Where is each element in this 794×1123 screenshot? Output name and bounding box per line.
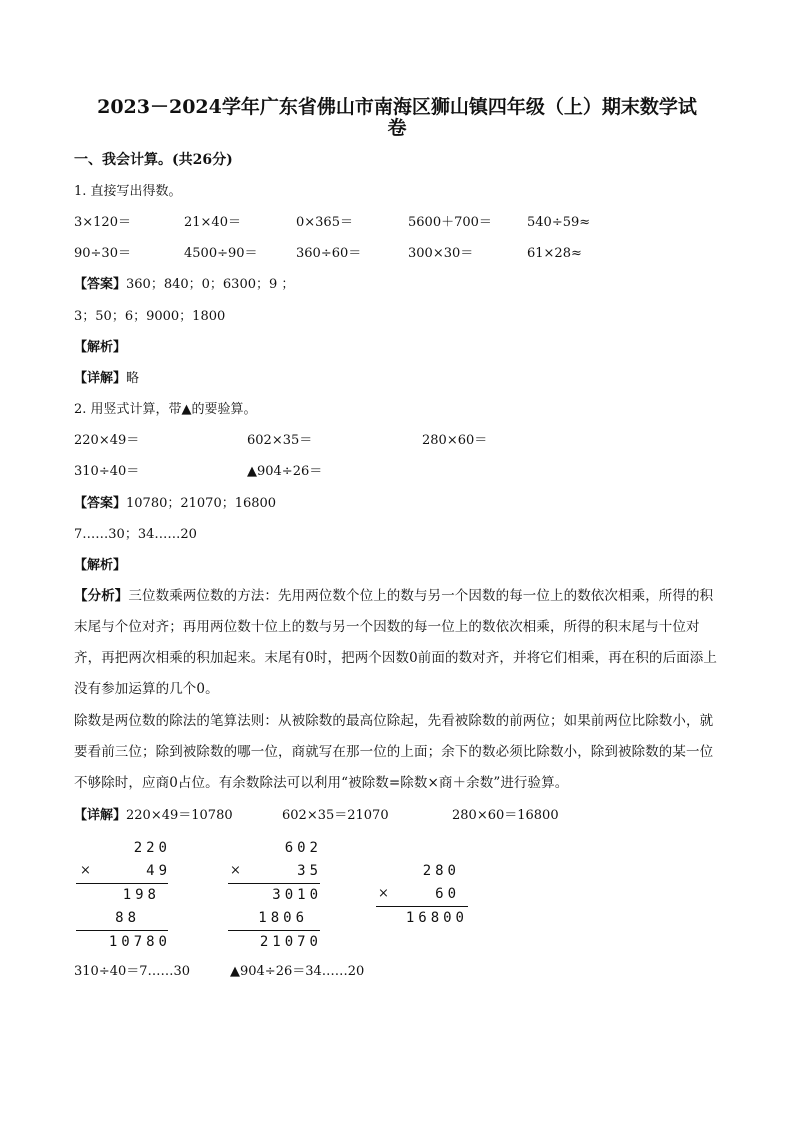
q1-problem: 360÷60＝	[296, 246, 362, 261]
page-title-continued: 卷	[387, 117, 407, 139]
line	[76, 883, 168, 884]
q1-problem: 4500÷90＝	[184, 246, 258, 261]
question-2-stem: 2. 用竖式计算，带▲的要验算。	[74, 402, 257, 417]
detail-tag: 【详解】	[74, 808, 127, 823]
partial-product: 3010	[272, 887, 322, 903]
analysis-text: 三位数乘两位数的方法：先用两位数个位上的数与另一个因数的每一位上的数依次相乘，所得的积末尾与个位对齐；再用两位数十位上的数与另一个因数的每一位上的数依次相乘，所得的积末尾与十位对齐，再把两次相乘的积加起来。末尾有0时，把两个因数0前面的数对齐，并将它们相乘，再在积的后面添上没有参加运算的几个0。	[74, 588, 717, 697]
times-sign: ×	[378, 886, 389, 901]
division-result: 310÷40＝7……30	[74, 964, 191, 979]
product: 10780	[108, 934, 171, 950]
q1-problem: 21×40＝	[184, 215, 241, 230]
q1-problem: 5600＋700＝	[408, 215, 492, 230]
division-result: ▲904÷26＝34……20	[230, 964, 365, 979]
multiplier: 35	[297, 863, 322, 879]
q1-answer	[74, 277, 294, 293]
q2-problem: 602×35＝	[247, 433, 313, 448]
q2-detail-tag	[74, 808, 233, 824]
product: 16800	[405, 910, 468, 926]
q2-analysis-paragraph-2: 除数是两位数的除法的笔算法则：从被除数的最高位除起，先看被除数的前两位；如果前两位比除数小，就要看前三位；除到被除数的哪一位，商就写在那一位的上面；余下的数必须比除数小，除到被除数的某一位不够除时，应商0占位。有余数除法可以利用“被除数=除数×商＋余数”进行验算。	[74, 713, 714, 791]
answer-tag: 【答案】	[74, 496, 127, 511]
page-title: 2023－2024学年广东省佛山市南海区狮山镇四年级（上）期末数学试	[97, 96, 697, 118]
q1-problem: 0×365＝	[296, 215, 353, 230]
product: 21070	[259, 934, 322, 950]
analysis-tag: 【分析】	[74, 588, 129, 604]
q1-analysis-tag: 【解析】	[74, 340, 127, 355]
q2-problem: 280×60＝	[422, 433, 488, 448]
answer-tag: 【答案】	[74, 277, 127, 292]
multiplicand: 602	[284, 840, 322, 856]
answer-text: 360；840；0；6300；9 ；	[126, 277, 295, 292]
detail-result: 602×35＝21070	[282, 808, 389, 823]
detail-text: 略	[126, 371, 140, 386]
line	[376, 906, 468, 907]
detail-result: 280×60＝16800	[452, 808, 559, 823]
multiplier: 49	[146, 863, 171, 879]
partial-product: 198	[122, 887, 160, 903]
line	[228, 930, 320, 931]
multiplicand: 280	[422, 863, 460, 879]
q2-answer-continued: 7……30；34……20	[74, 527, 197, 542]
q1-detail	[74, 371, 139, 387]
q1-problem: 540÷59≈	[527, 215, 591, 230]
answer-text: 10780；21070；16800	[126, 496, 277, 511]
times-sign: ×	[80, 863, 91, 878]
section-heading: 一、我会计算。(共26分)	[74, 152, 233, 168]
q2-problem: 220×49＝	[74, 433, 140, 448]
q1-answer-continued: 3；50；6；9000；1800	[74, 309, 226, 324]
q2-analysis-paragraph-1	[74, 581, 722, 705]
q2-problem: ▲904÷26＝	[247, 464, 323, 479]
partial-product: 1806	[258, 910, 308, 926]
partial-product: 88	[115, 910, 140, 926]
multiplicand: 220	[133, 840, 171, 856]
q1-problem: 300×30＝	[408, 246, 474, 261]
q2-problem: 310÷40＝	[74, 464, 140, 479]
line	[228, 883, 320, 884]
q1-problem: 61×28≈	[527, 246, 582, 261]
detail-tag: 【详解】	[74, 371, 127, 386]
line	[76, 930, 168, 931]
q1-problem: 90÷30＝	[74, 246, 131, 261]
detail-result: 220×49＝10780	[126, 808, 233, 823]
multiplier: 60	[435, 886, 460, 902]
q1-problem: 3×120＝	[74, 215, 131, 230]
q2-analysis-tag: 【解析】	[74, 558, 127, 573]
times-sign: ×	[230, 863, 241, 878]
q2-answer	[74, 496, 276, 512]
question-1-stem: 1. 直接写出得数。	[74, 184, 182, 199]
